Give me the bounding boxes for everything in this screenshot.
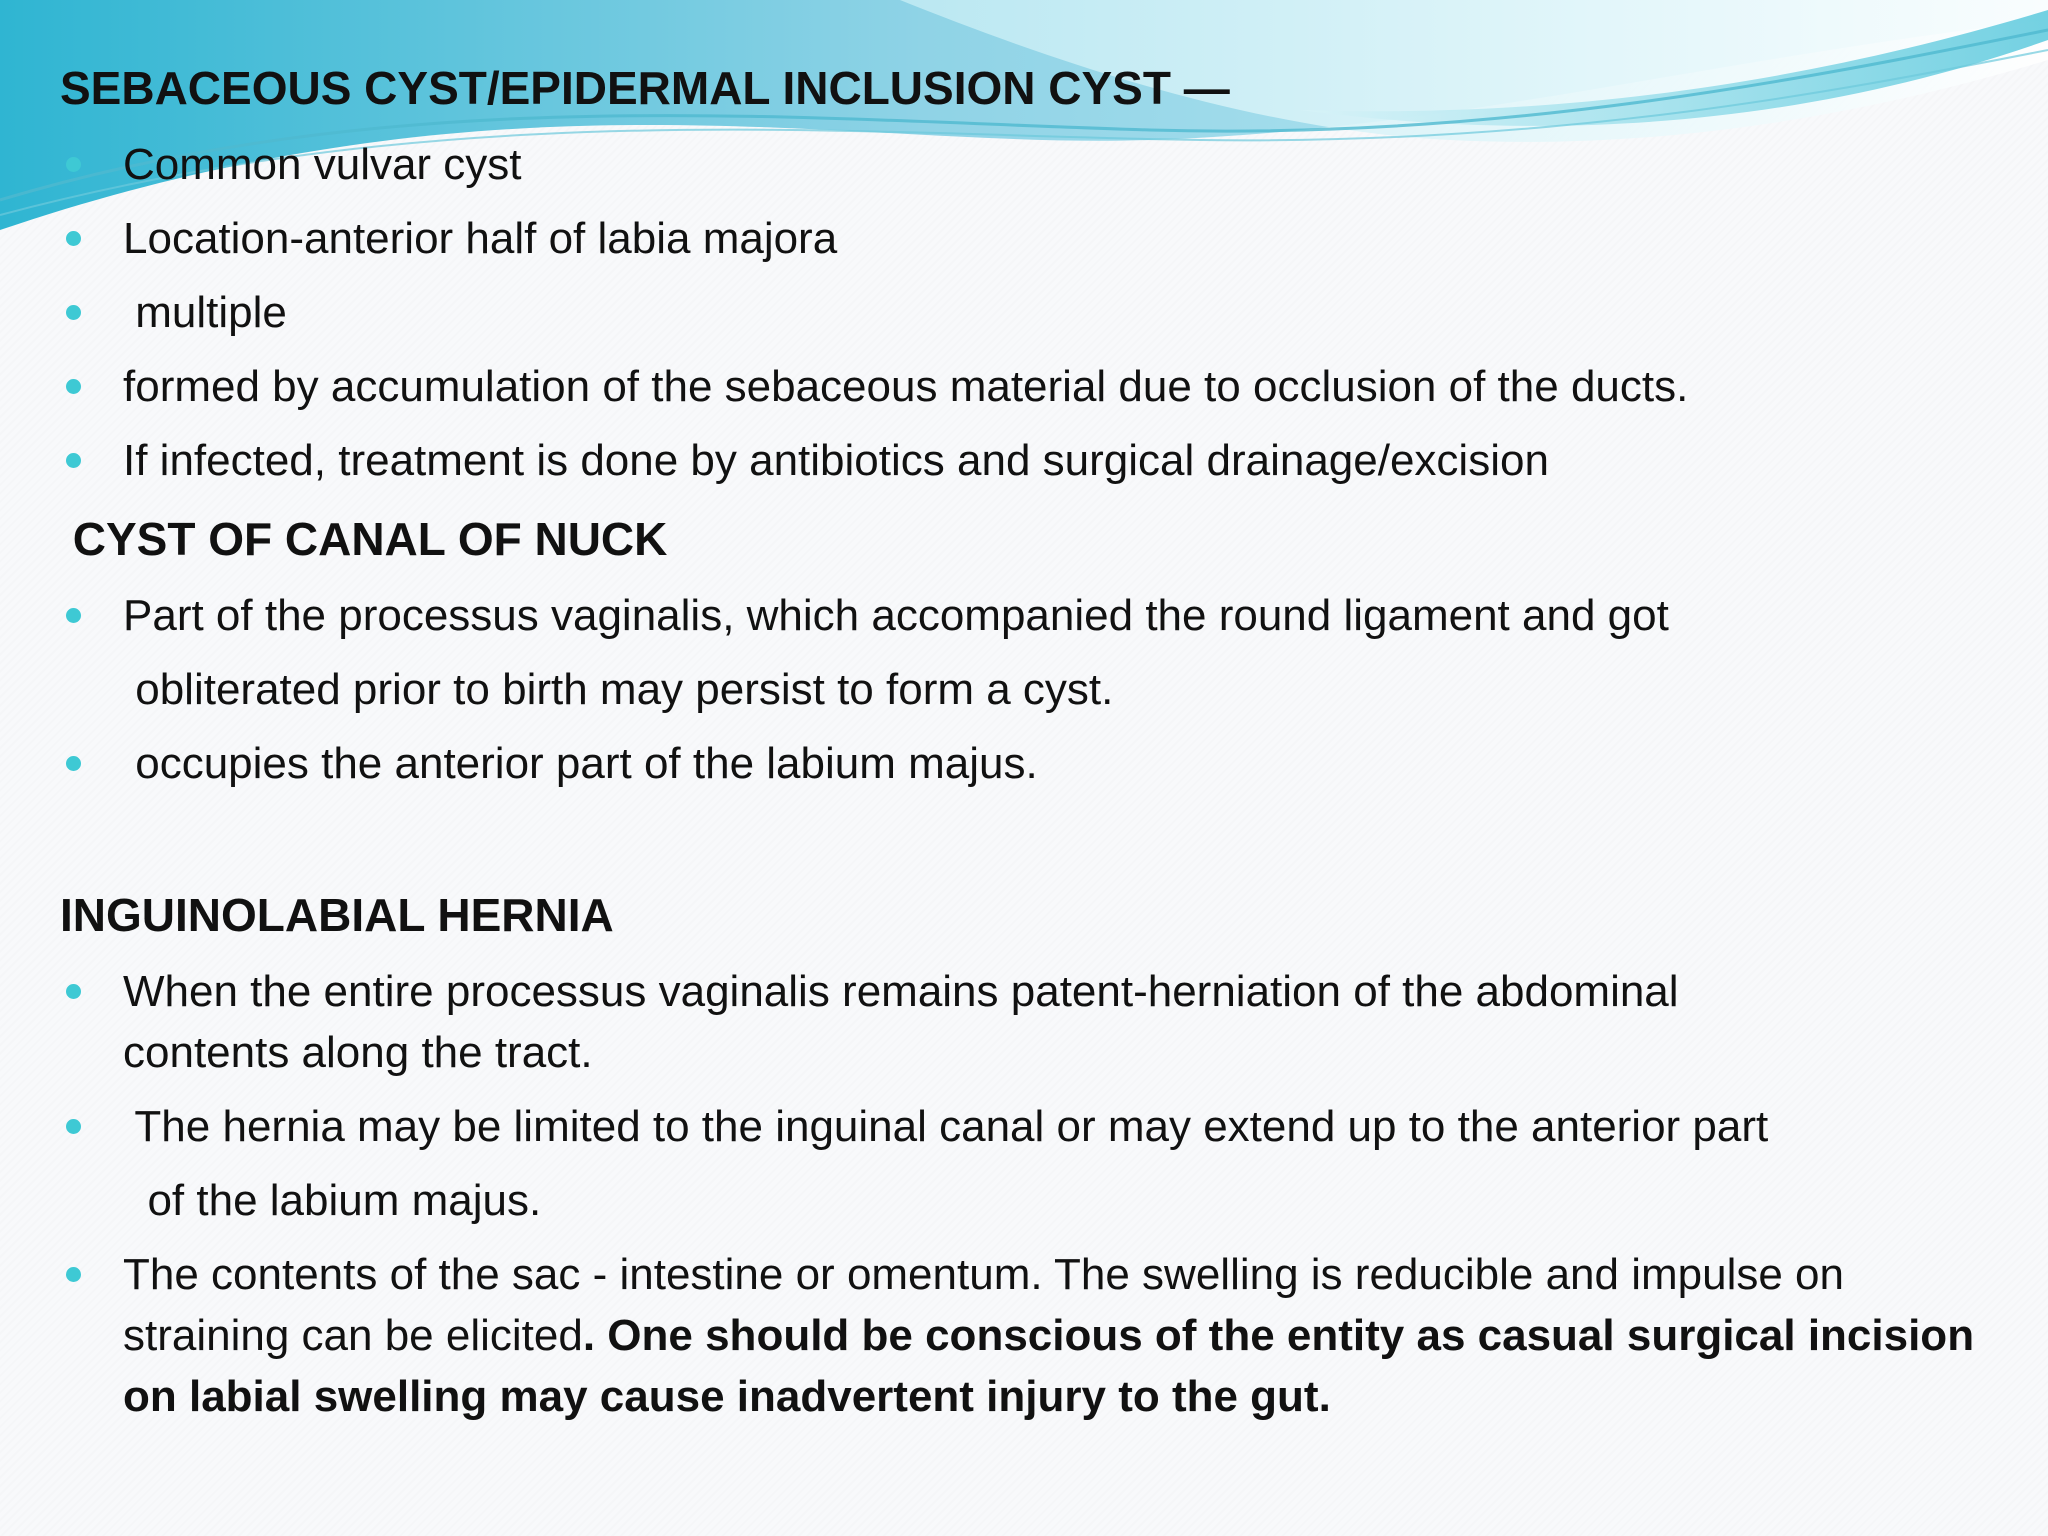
bullet-dot-icon (66, 305, 81, 320)
bullet-dot-icon (66, 231, 81, 246)
bold-warning-text: on labial swelling may cause inadvertent injury to the gut. (123, 1372, 1331, 1421)
bullet-dot-icon (66, 984, 81, 999)
slide-content: SEBACEOUS CYST/EPIDERMAL INCLUSION CYST — Common vulvar cyst Location-anterior half of labia majora multiple formed by accumulation of the sebaceous material due to occlusion of the ducts. If infected, treatment is done by antibiotics and surgical drainage/excision CYST OF CANAL OF NUCK Part of the processus vaginalis, which accompanied the round ligament and got obliterated prior to birth may persist to form a cyst. occupies the anterior part of the labium majus. INGUINOLABIAL HERNIA When the entire processus vaginalis remains patent-herniation of the abdominal contents along the tract. The hernia may be limited to the inguinal canal or may extend up to the anterior part of the labium majus. The contents of the sac - intestine or omentum. The swelling is reducible and impulse on straining can be elicited. One should be conscious of the entity as casual surgical incision on labial swelling may cause inadvertent injury to the gut. (0, 0, 2048, 1536)
bullet-dot-icon (66, 756, 81, 771)
bold-warning-text: . One should be conscious of the entity as casual surgical incision (582, 1311, 1975, 1360)
bullet-dot-icon (66, 608, 81, 623)
normal-text: straining can be elicited (123, 1311, 583, 1360)
bullet-dot-icon (66, 1119, 81, 1134)
bullet-dot-icon (66, 453, 81, 468)
bullet-dot-icon (66, 157, 81, 172)
bullet-dot-icon (66, 379, 81, 394)
bullet-dot-icon (66, 1267, 81, 1282)
